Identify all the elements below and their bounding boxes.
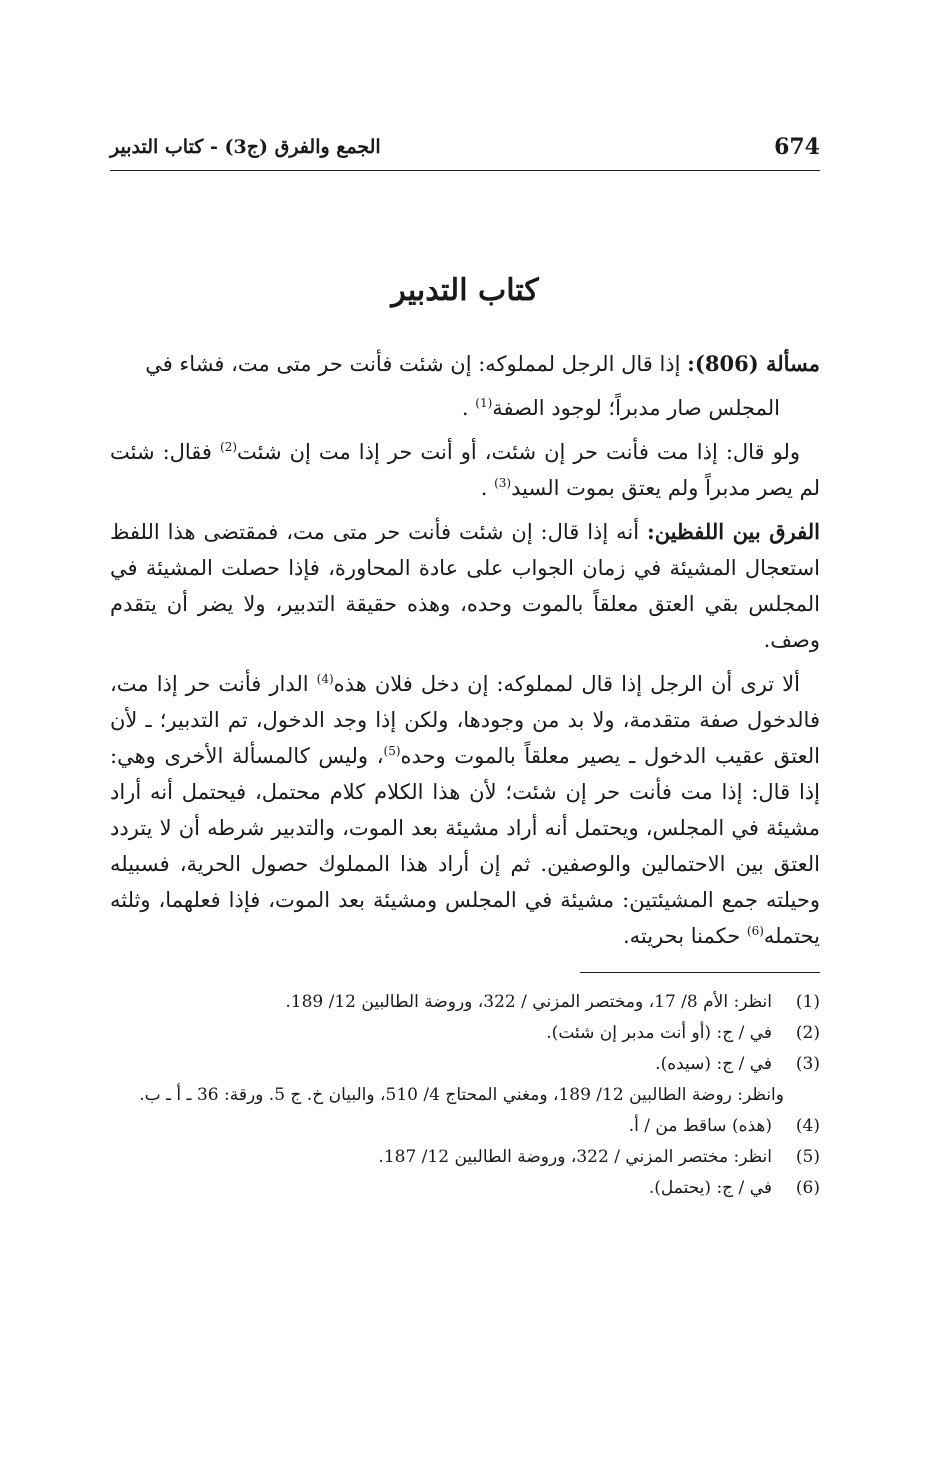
footnote-item [110, 1111, 820, 1142]
footnote-item [110, 1049, 820, 1080]
example-text-b: الدار فأنت حر إذا مت، فالدخول صفة متقدمة، ولا بد من وجودها، ولكن إذا وجد الدخول، تم التدبير؛ ـ لأن العتق عقيب الدخول ـ يصير معلقاً بالموت وحده [110, 672, 820, 768]
footnote-item [110, 987, 820, 1018]
footnote-continuation [110, 1080, 820, 1111]
footnote-text: انظر: مختصر المزني / 322، وروضة الطالبين 12/ 187. [378, 1147, 772, 1167]
footnote-ref-5[interactable]: (5) [383, 744, 401, 758]
footnote-text: في / ج: (أو أنت مدبر إن شئت). [546, 1023, 772, 1043]
difference-label: الفرق بين اللفظين: [646, 519, 820, 544]
second-case-text-b: فقال: شئت لم يصر مدبراً ولم يعتق بموت السيد [110, 440, 820, 500]
issue-cont-end: . [461, 396, 469, 420]
issue-label: مسألة (806): [687, 351, 820, 376]
paragraph-second-case [110, 434, 820, 506]
running-header [110, 130, 820, 171]
second-case-text-a: ولو قال: إذا مت فأنت حر إن شئت، أو أنت حر إذا مت إن شئت [237, 440, 800, 464]
footnote-ref-4[interactable]: (4) [316, 672, 334, 686]
footnote-ref-6[interactable]: (6) [746, 924, 764, 938]
footnote-ref-3[interactable]: (3) [494, 476, 512, 490]
paragraph-issue-continuation [110, 390, 820, 426]
second-case-end: . [480, 476, 488, 500]
footnotes-list [110, 987, 820, 1204]
footnote-number: (5) [795, 1147, 820, 1167]
footnote-item [110, 1173, 820, 1204]
example-text-c: ، وليس كالمسألة الأخرى وهي: إذا قال: إذا مت فأنت حر إن شئت؛ لأن هذا الكلام كلام محتمل، فيحتمل أنه أراد مشيئة في المجلس، ويحتمل أنه أراد مشيئة بعد الموت، والتدبير شرطه أن لا يتردد العتق بين الاحتمالين والوصفين. ثم إن أراد هذا المملوك حصول الحرية، فسبيله وحيلته جمع المشيئتين: مشيئة في المجلس ومشيئة بعد الموت، فإذا فعلهما، وثلثه يحتمله [110, 744, 820, 948]
footnote-item [110, 1018, 820, 1049]
example-text-d: حكمنا بحريته. [622, 924, 747, 948]
footnote-divider [580, 972, 820, 973]
footnote-ref-2[interactable]: (2) [220, 440, 238, 454]
footnote-text: في / ج: (سيده). [655, 1054, 772, 1074]
footnote-ref-1[interactable]: (1) [475, 396, 493, 410]
running-title: الجمع والفرق (ج3) - كتاب التدبير [110, 136, 381, 158]
footnote-text: (هذه) ساقط من / أ. [628, 1116, 772, 1136]
example-text-a: ألا ترى أن الرجل إذا قال لمملوكه: إن دخل فلان هذه [333, 672, 800, 696]
footnote-item [110, 1142, 820, 1173]
paragraph-difference [110, 514, 820, 658]
page-number: 674 [774, 134, 820, 160]
footnote-number: (4) [795, 1116, 820, 1136]
issue-cont-text: المجلس صار مدبراً؛ لوجود الصفة [492, 396, 780, 420]
issue-text: إذا قال الرجل لمملوكه: إن شئت فأنت حر متى مت، فشاء في [145, 352, 688, 376]
footnote-number: (2) [795, 1023, 820, 1043]
footnote-number: (1) [795, 992, 820, 1012]
paragraph-example [110, 666, 820, 954]
difference-text: أنه إذا قال: إن شئت فأنت حر متى مت، فمقتضى هذا اللفظ استعجال المشيئة في زمان الجواب على عادة المحاورة، فإذا حصلت المشيئة في المجلس بقي العتق معلقاً بالموت وحده، وهذه حقيقة التدبير، ولا يضر أن يتقدم وصف. [110, 520, 820, 652]
paragraph-issue-806 [110, 346, 820, 382]
footnote-text: انظر: الأم 8/ 17، ومختصر المزني / 322، وروضة الطالبين 12/ 189. [285, 992, 772, 1012]
footnote-number: (6) [795, 1178, 820, 1198]
footnote-text: في / ج: (يحتمل). [648, 1178, 772, 1198]
book-page [110, 130, 820, 1430]
chapter-title: كتاب التدبير [391, 273, 539, 308]
footnote-number: (3) [795, 1054, 820, 1074]
footnote-text: وانظر: روضة الطالبين 12/ 189، ومغني المحتاج 4/ 510، والبيان خ. ج 5. ورقة: 36 ـ أ ـ ب. [139, 1085, 784, 1105]
